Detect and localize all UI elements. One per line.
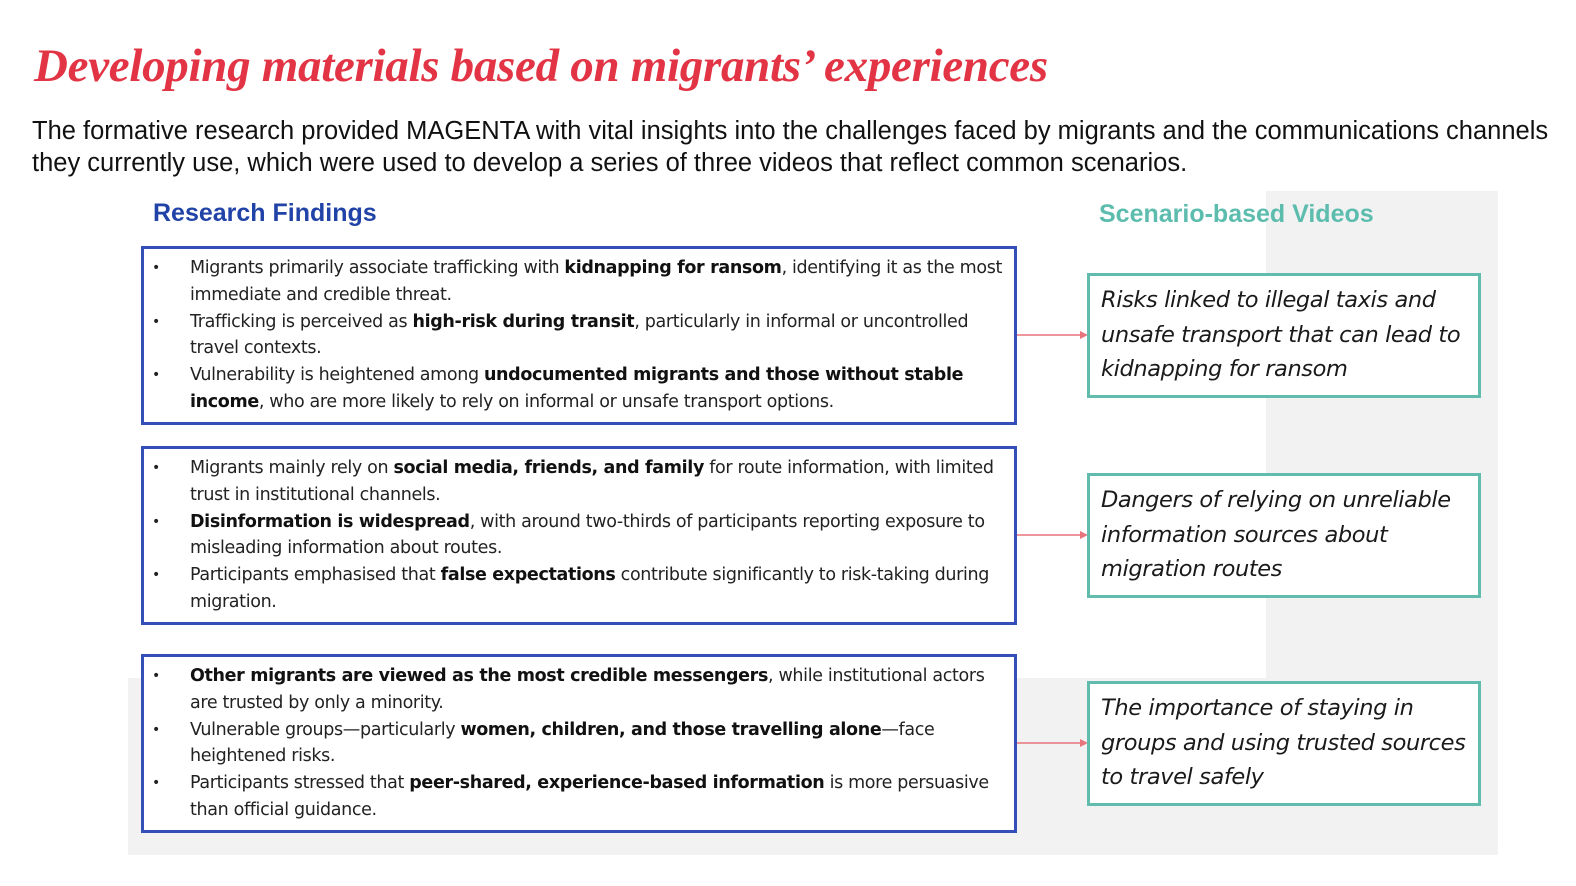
bullet-icon: • xyxy=(152,513,160,530)
video-box-information: Dangers of relying on unreliable information sources about migration routes xyxy=(1087,473,1481,598)
arrow-right-icon xyxy=(1017,329,1089,341)
intro-paragraph: The formative research provided MAGENTA with vital insights into the challenges faced by migrants and the communications channels they currently use, which were used to develop a series of three videos that reflect common scenarios. xyxy=(32,116,1549,177)
page-title: Developing materials based on migrants’ experiences xyxy=(34,40,1048,93)
finding-item: • Participants emphasised that false expectations contribute significantly to risk-taking during migration. xyxy=(144,562,1014,616)
finding-item: • Migrants primarily associate trafficking with kidnapping for ransom, identifying it as the most immediate and credible threat. xyxy=(144,255,1014,309)
bullet-icon: • xyxy=(152,260,160,276)
findings-box-messengers xyxy=(141,654,1017,833)
bullet-icon: • xyxy=(152,567,160,584)
finding-item: • Other migrants are viewed as the most credible messengers, while institutional actors are trusted by only a minority. xyxy=(144,663,1014,717)
finding-item: • Trafficking is perceived as high-risk during transit, particularly in informal or uncontrolled travel contexts. xyxy=(144,309,1014,363)
video-box-transport: Risks linked to illegal taxis and unsafe transport that can lead to kidnapping for ransom xyxy=(1087,273,1481,398)
bullet-icon: • xyxy=(152,367,160,384)
video-box-groups: The importance of staying in groups and using trusted sources to travel safely xyxy=(1087,681,1481,806)
finding-item: • Migrants mainly rely on social media, friends, and family for route information, with limited trust in institutional channels. xyxy=(144,455,1014,509)
finding-item: • Disinformation is widespread, with around two-thirds of participants reporting exposure to misleading information about routes. xyxy=(144,509,1014,563)
findings-box-transport xyxy=(141,246,1017,425)
finding-item: • Vulnerable groups—particularly women, children, and those travelling alone—face heightened risks. xyxy=(144,717,1014,771)
bullet-icon: • xyxy=(152,313,160,330)
findings-box-information xyxy=(141,446,1017,625)
finding-item: • Participants stressed that peer-shared, experience-based information is more persuasive than official guidance. xyxy=(144,770,1014,824)
bullet-icon: • xyxy=(152,721,160,738)
research-findings-heading: Research Findings xyxy=(153,199,377,227)
arrow-right-icon xyxy=(1017,737,1089,749)
bullet-icon: • xyxy=(152,775,160,792)
bullet-icon: • xyxy=(152,668,160,684)
arrow-right-icon xyxy=(1017,529,1089,541)
bullet-icon: • xyxy=(152,460,160,476)
scenario-videos-heading: Scenario-based Videos xyxy=(1099,200,1374,228)
finding-item: • Vulnerability is heightened among undocumented migrants and those without stable income, who are more likely to rely on informal or unsafe transport options. xyxy=(144,362,1014,416)
